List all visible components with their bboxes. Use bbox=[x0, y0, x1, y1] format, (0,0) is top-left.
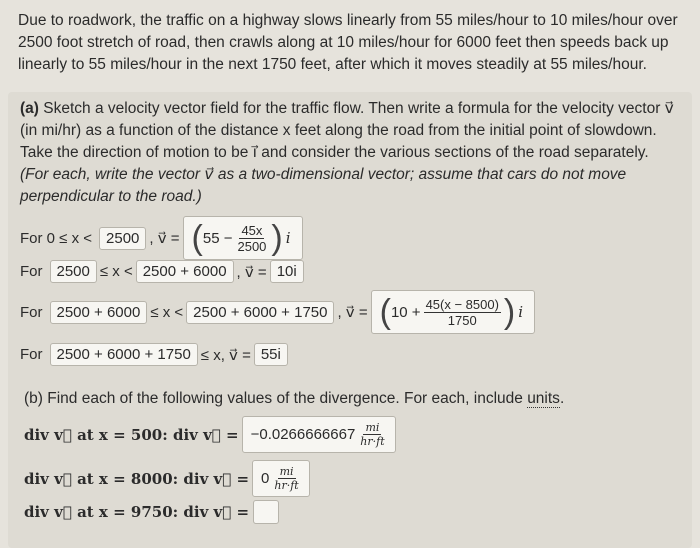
unit-den: hr·ft bbox=[360, 435, 385, 448]
row-3-num: 45(x − 8500) bbox=[425, 296, 499, 312]
open-paren: ( bbox=[191, 219, 203, 257]
open-paren: ( bbox=[379, 293, 391, 331]
row-4-velocity-input[interactable]: 55i bbox=[254, 343, 288, 366]
part-b-head-end: . bbox=[559, 390, 565, 407]
unit-num: mi bbox=[279, 465, 294, 478]
row-4-mid: ≤ x, v⃗ = bbox=[200, 346, 251, 364]
row-1-eq: , v⃗ = bbox=[149, 230, 180, 247]
row-1-fraction bbox=[235, 223, 268, 254]
close-paren: ) bbox=[503, 293, 516, 331]
div-row-2 bbox=[24, 460, 313, 497]
div-row-1-label: div v⃗ at x = 500: div v⃗ = bbox=[24, 425, 239, 444]
row-2-mid: ≤ x < bbox=[99, 263, 133, 280]
div-row-1-input[interactable] bbox=[242, 416, 396, 453]
part-b-heading bbox=[24, 390, 564, 408]
row-2-lower-input[interactable]: 2500 bbox=[50, 260, 97, 283]
row-4 bbox=[20, 343, 291, 366]
row-3-den: 1750 bbox=[447, 312, 477, 328]
row-3-upper-input[interactable]: 2500 + 6000 + 1750 bbox=[186, 301, 334, 324]
div-row-3-input[interactable] bbox=[253, 500, 279, 524]
row-1 bbox=[20, 216, 306, 260]
row-3-lower-input[interactable]: 2500 + 6000 bbox=[50, 301, 148, 324]
row-4-prefix: For bbox=[20, 346, 43, 363]
row-1-velocity-input[interactable] bbox=[183, 216, 303, 260]
row-1-unit-vector: i bbox=[285, 229, 291, 247]
div-row-1 bbox=[24, 416, 399, 453]
row-3-unit-vector: i bbox=[518, 303, 524, 321]
row-3-eq: , v⃗ = bbox=[337, 304, 368, 321]
part-a-prompt bbox=[20, 98, 680, 208]
unit-num: mi bbox=[365, 421, 380, 434]
div-row-3 bbox=[24, 500, 279, 524]
div-row-2-units bbox=[272, 465, 300, 492]
problem-intro: Due to roadwork, the traffic on a highway slows linearly from 55 miles/hour to 10 miles/hour over 2500 foot stretch of road, then crawls along at 10 miles/hour for 6000 feet then speeds back up linearly to 55 miles/hour in the next 1750 feet, after which it moves steadily at 55 miles/hour. bbox=[18, 12, 678, 73]
part-a-hint: (For each, write the vector v⃗ as a two-dimensional vector; assume that cars do not move perpendicular to the road.) bbox=[20, 166, 627, 205]
part-a-label: (a) bbox=[20, 100, 39, 117]
row-3 bbox=[20, 290, 538, 334]
row-3-mid: ≤ x < bbox=[150, 303, 184, 321]
units-link[interactable]: units bbox=[527, 390, 560, 407]
div-row-3-label: div v⃗ at x = 9750: div v⃗ = bbox=[24, 503, 250, 521]
row-3-fraction bbox=[424, 297, 501, 328]
div-row-2-value: 0 bbox=[261, 470, 270, 487]
row-2-velocity-input[interactable]: 10i bbox=[270, 260, 304, 283]
row-2-eq: , v⃗ = bbox=[236, 263, 267, 281]
div-row-2-input[interactable] bbox=[252, 460, 310, 497]
row-4-lower-input[interactable]: 2500 + 6000 + 1750 bbox=[50, 343, 198, 366]
div-row-1-value: −0.0266666667 bbox=[250, 426, 356, 443]
row-1-lower-input[interactable]: 2500 bbox=[99, 227, 146, 250]
row-3-velocity-input[interactable] bbox=[371, 290, 535, 334]
row-3-prefix: For bbox=[20, 303, 43, 321]
close-paren: ) bbox=[271, 219, 283, 257]
row-2-upper-input[interactable]: 2500 + 6000 bbox=[136, 260, 234, 283]
row-2 bbox=[20, 260, 307, 283]
row-1-den: 2500 bbox=[237, 238, 267, 254]
row-1-prefix: For 0 ≤ x < bbox=[20, 229, 93, 247]
row-2-prefix: For bbox=[20, 263, 43, 280]
part-b-head-text: (b) Find each of the following values of the divergence. For each, include bbox=[24, 390, 523, 407]
row-1-ans-a: 55 − bbox=[202, 229, 233, 247]
row-1-num: 45x bbox=[241, 222, 263, 238]
unit-den: hr·ft bbox=[274, 479, 299, 492]
div-row-2-label: div v⃗ at x = 8000: div v⃗ = bbox=[24, 469, 250, 488]
row-3-ans-a: 10 + bbox=[390, 303, 421, 321]
div-row-1-units bbox=[358, 421, 386, 448]
part-a-text: Sketch a velocity vector field for the traffic flow. Then write a formula for the velocity vector v⃗ (in mi/hr) as a function of the distance x feet along the road from the initial point of slowdown. Take the direction of motion to be i⃗ and consider the various sections of the road separately. bbox=[20, 100, 674, 161]
